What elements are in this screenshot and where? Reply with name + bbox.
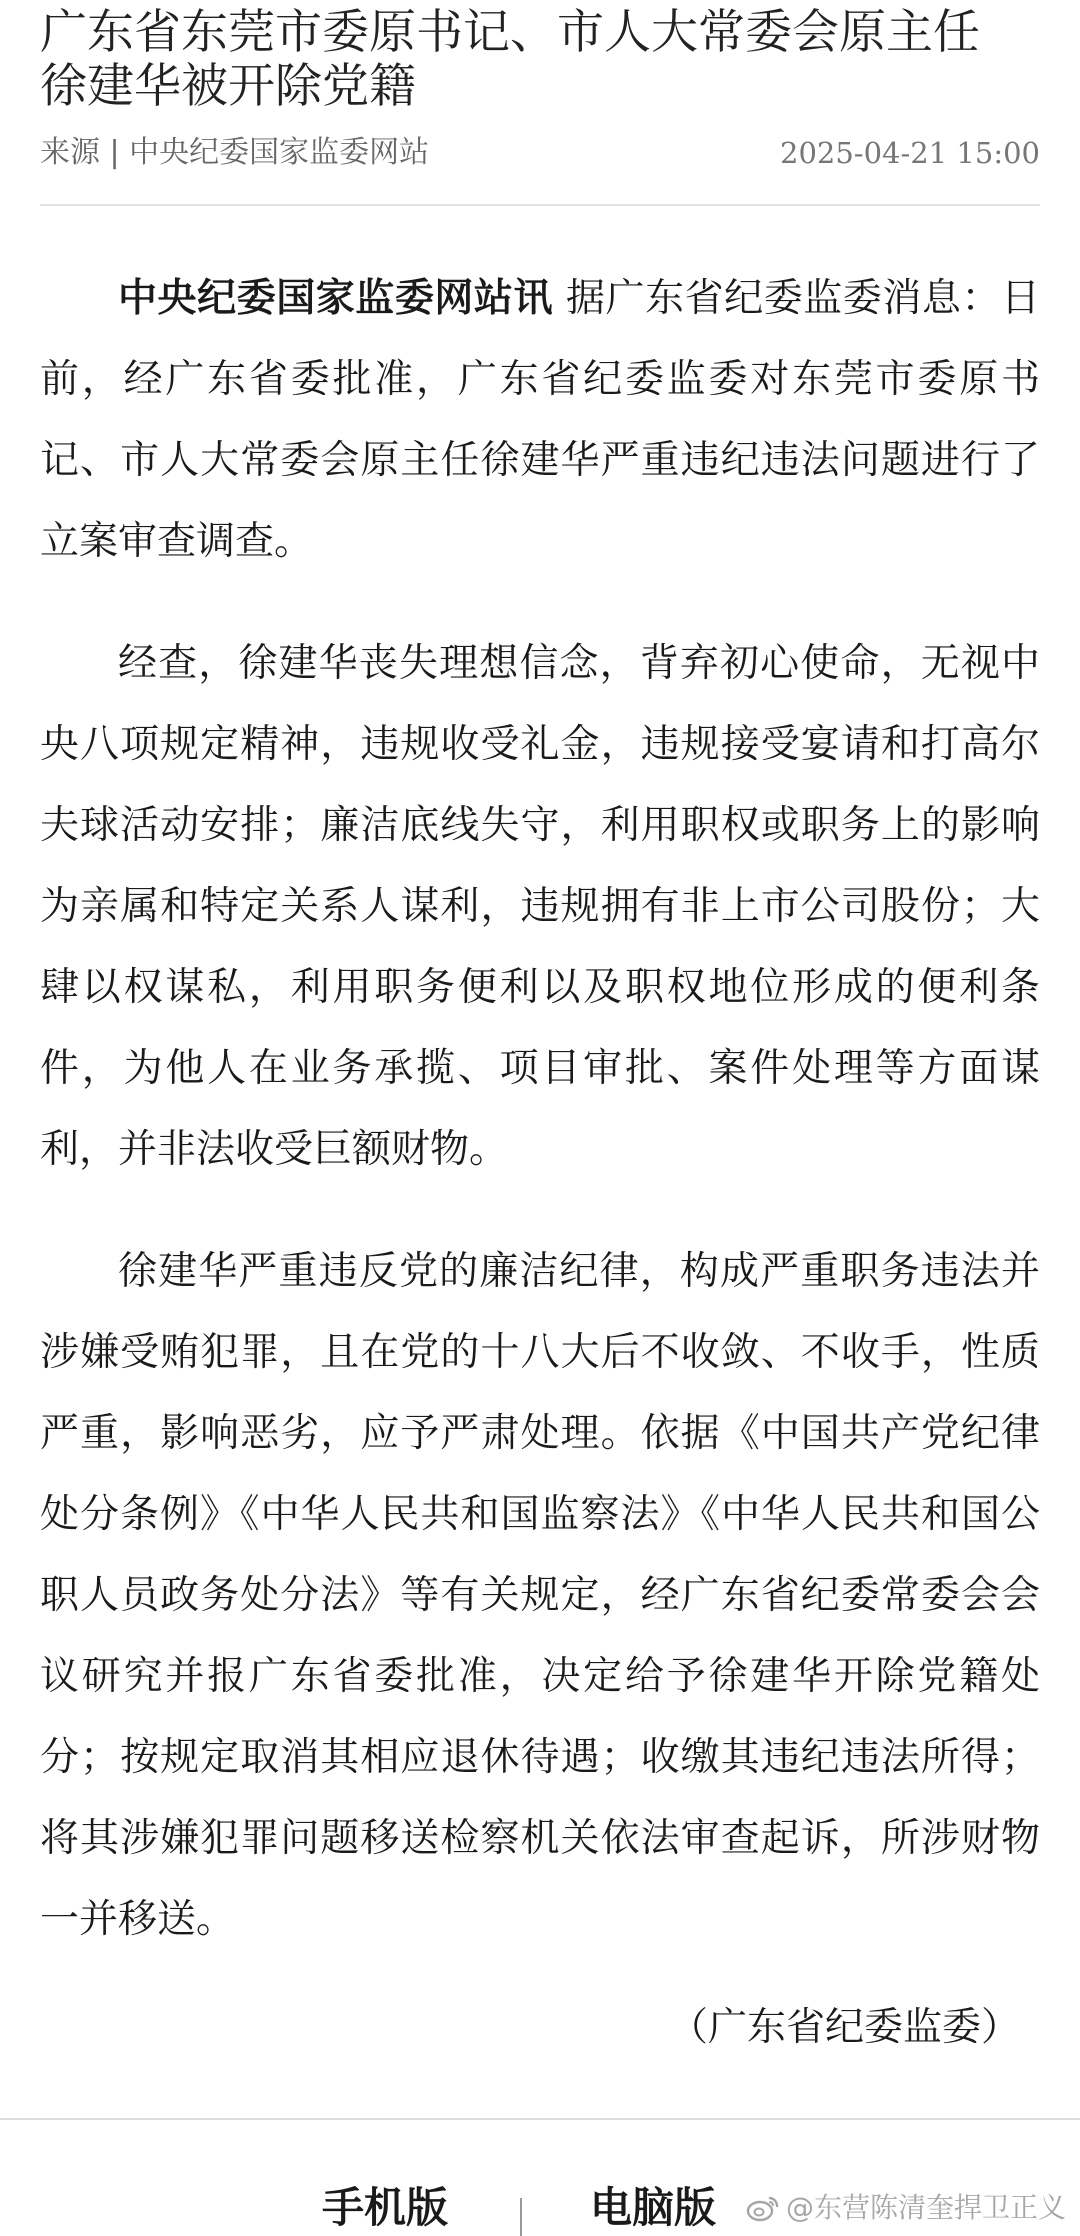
header-divider	[40, 204, 1040, 206]
watermark-text: @东营陈清奎捍卫正义	[785, 2191, 1066, 2224]
footer-separator	[520, 2198, 522, 2236]
weibo-icon	[746, 2194, 780, 2222]
source-label: 来源 | 中央纪委国家监委网站	[40, 135, 430, 170]
paragraph-1-text: 据广东省纪委监委消息：日前，经广东省委批准，广东省纪委监委对东莞市委原书记、市人大常委会原主任徐建华严重违纪违法问题进行了立案审查调查。	[40, 276, 1040, 564]
title-line-1: 广东省东莞市委原书记、市人大常委会原主任	[40, 5, 980, 60]
title-line-2: 徐建华被开除党籍	[40, 59, 416, 114]
article-title	[40, 0, 1040, 114]
paragraph-3: 徐建华严重违反党的廉洁纪律，构成严重职务违法并涉嫌受贿犯罪，且在党的十八大后不收敛、不收手，性质严重，影响恶劣，应予严肃处理。依据《中国共产党纪律处分条例》《中华人民共和国监察法》《中华人民共和国公职人员政务处分法》等有关规定，经广东省纪委常委会会议研究并报广东省委批准，决定给予徐建华开除党籍处分；按规定取消其相应退休待遇；收缴其违纪违法所得；将其涉嫌犯罪问题移送检察机关依法审查起诉，所涉财物一并移送。	[40, 1249, 1040, 1942]
desktop-version-link[interactable]: 电脑版	[590, 2183, 717, 2232]
article-signoff: （广东省纪委监委）	[668, 2005, 1020, 2050]
publish-date: 2025-04-21 15:00	[780, 136, 1040, 170]
footer-divider	[0, 2118, 1080, 2120]
paragraph-2: 经查，徐建华丧失理想信念，背弃初心使命，无视中央八项规定精神，违规收受礼金，违规接受宴请和打高尔夫球活动安排；廉洁底线失守，利用职权或职务上的影响为亲属和特定关系人谋利，违规拥有非上市公司股份；大肆以权谋私，利用职务便利以及职权地位形成的便利条件，为他人在业务承揽、项目审批、案件处理等方面谋利，并非法收受巨额财物。	[40, 641, 1040, 1172]
paragraph-1	[40, 258, 1040, 582]
article	[40, 0, 1040, 2050]
lead-source: 中央纪委国家监委网站讯	[118, 276, 554, 321]
article-body	[40, 258, 1040, 2001]
watermark	[746, 2186, 1066, 2230]
article-meta	[40, 128, 1040, 178]
mobile-version-link[interactable]: 手机版	[322, 2183, 449, 2232]
